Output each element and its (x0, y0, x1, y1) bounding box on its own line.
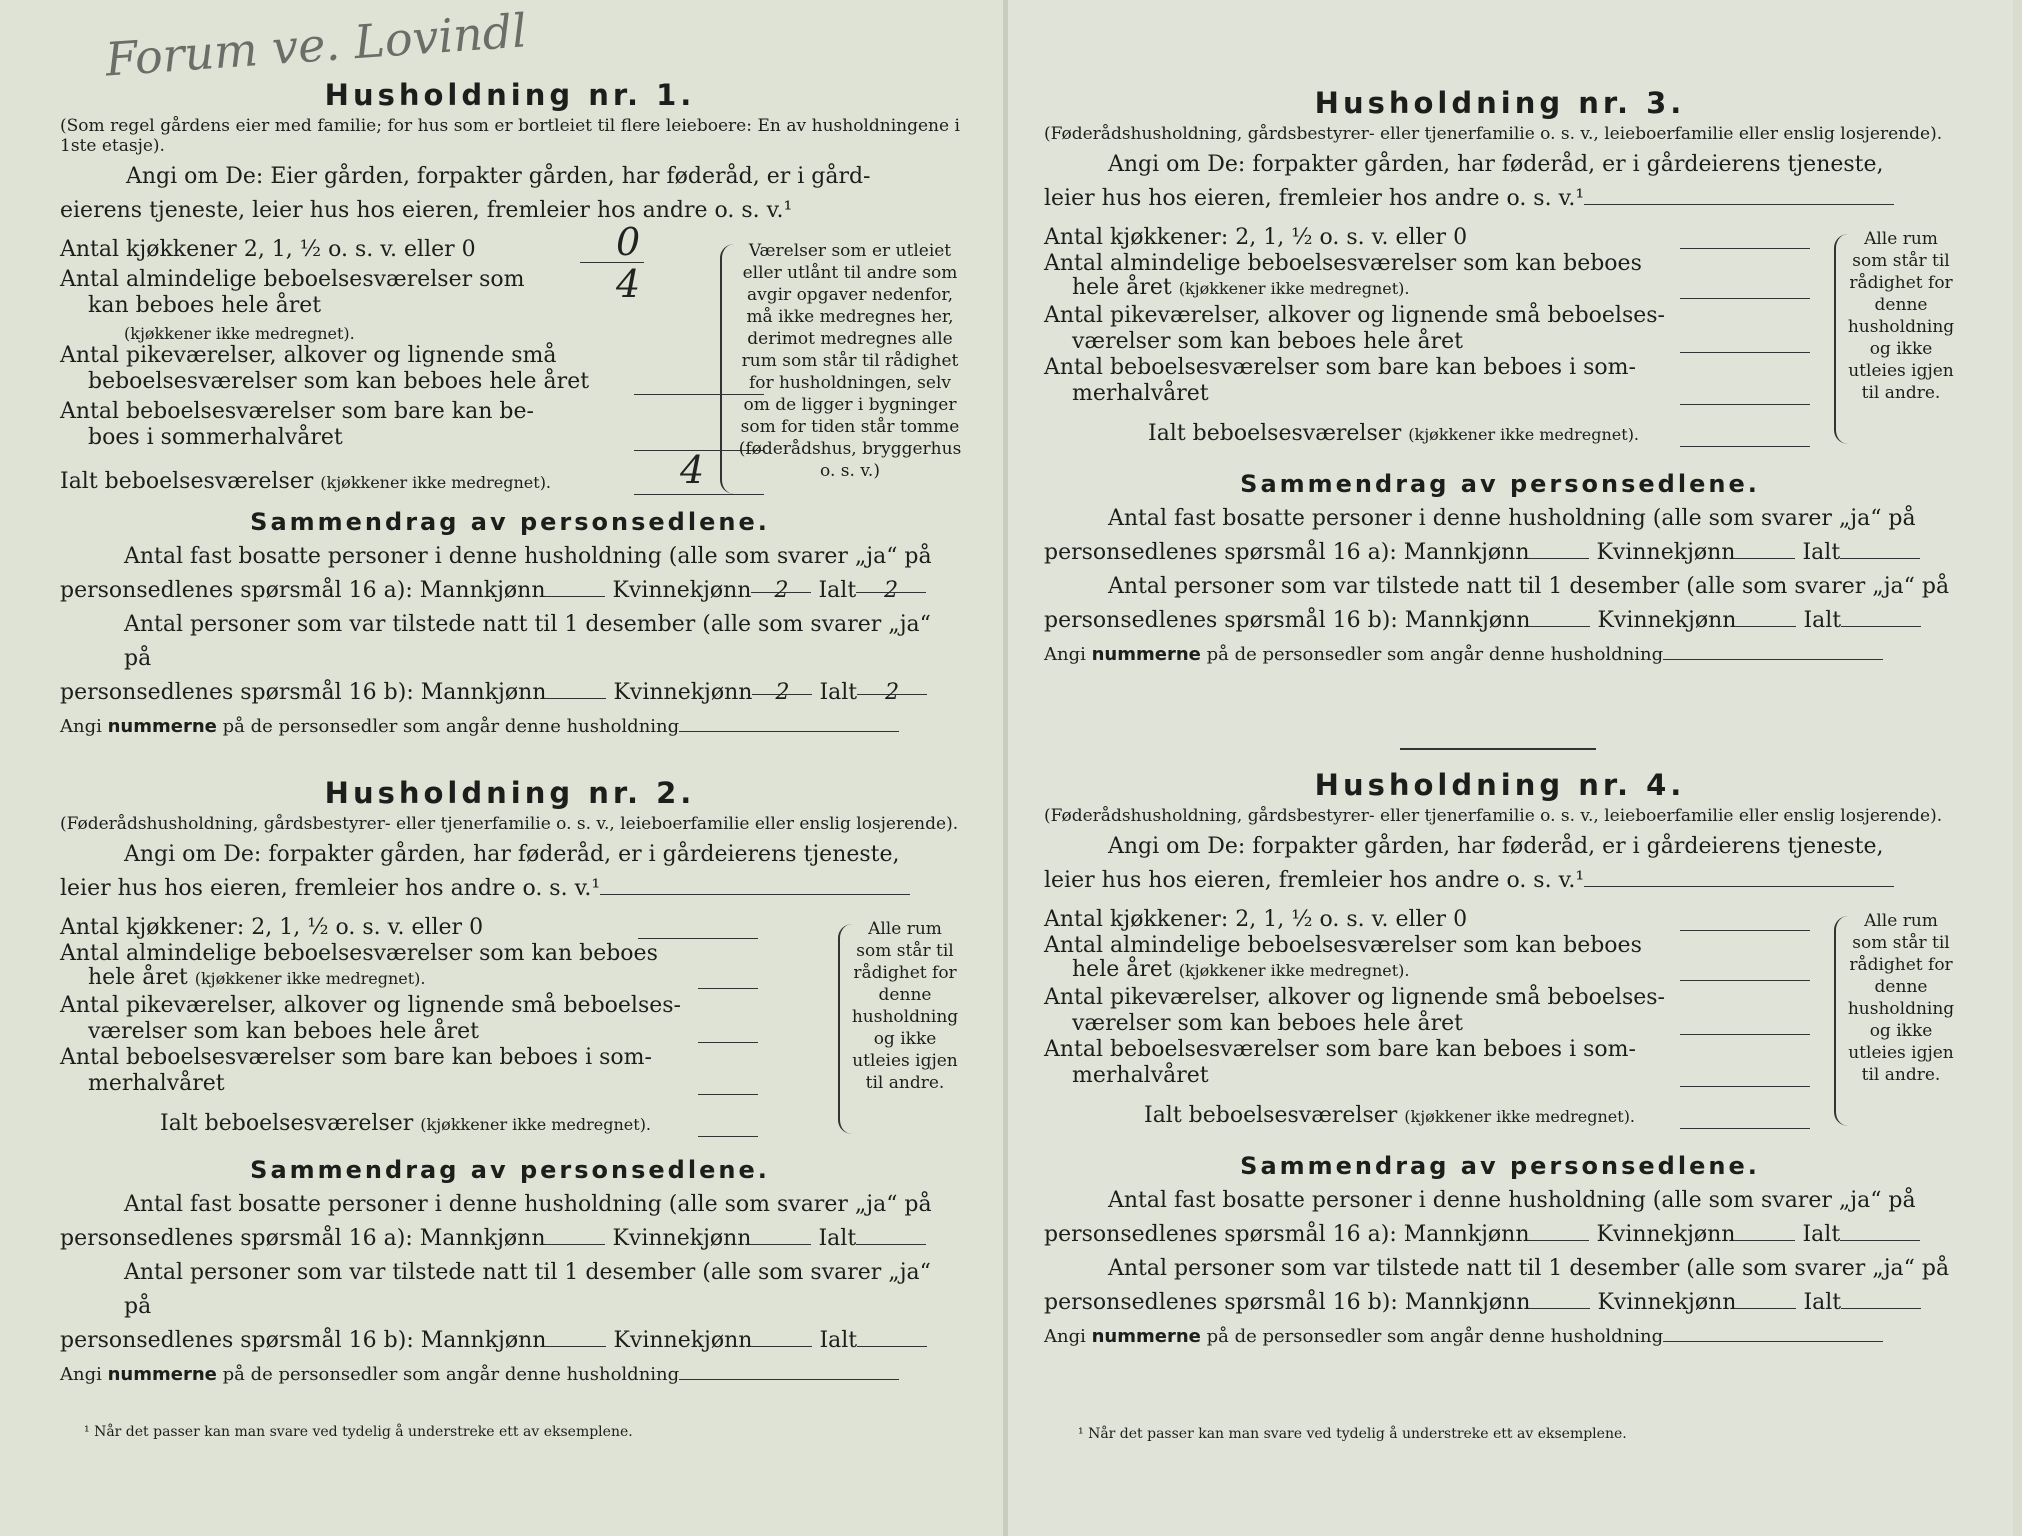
household-4-angi-1: Angi om De: forpakter gården, har føderåd, er i gårdeierens tjeneste, (1108, 834, 1884, 859)
household-3-note: (Føderådshusholdning, gårdsbestyrer- eller tjenerfamilie o. s. v., leieboerfamilie eller enslig losjerende). (1044, 124, 1943, 144)
h4-fast-1: Antal fast bosatte personer i denne husholdning (alle som svarer „ja“ på (1108, 1188, 1916, 1213)
h2-pike-2: værelser som kan beboes hele året (88, 1019, 479, 1044)
left-page (0, 0, 1005, 1536)
h1-pike-2: beboelsesværelser som kan beboes hele året (88, 369, 590, 394)
h3-tilst-2: personsedlenes spørsmål 16 b): Mannkjønn Kvinnekjønn Ialt (1044, 604, 1956, 638)
household-2: Husholdning nr. 2. (Føderådshusholdning, gårdsbestyrer- eller tjenerfamilie o. s. v., leieboerfamilie eller enslig losjerende). Angi om De: forpakter gården, har føderåd, er i gårdeierens tjeneste, leier hus hos eieren, fremleier hos andre o. s. v.¹ Antal kjøkkener: 2, 1, ½ o. s. v. eller 0 Antal almindelige beboelsesværelser som kan beboes hele året (kjøkkener ikke medregnet). Antal pikeværelser, alkover og lignende små beboelses- værelser som kan beboes hele året Antal beboelsesværelser som bare kan beboes i som- merhalvåret Ialt beboelsesværelser (kjøkkener ikke medregnet). Alle rum som står til rådighet for denne husholdning og ikke utleies igjen til andre. Sammendrag av personsedlene. Antal fast bosatte personer i denne husholdning (alle som svarer „ja“ på personsedlenes spørsmål 16 a): Mannkjønn Kvinnekjønn Ialt Antal personer som var tilstede natt til 1 desember (alle som svarer „ja“ på personsedlenes spørsmål 16 b): Mannkjønn Kvinnekjønn Ialt Angi nummerne på de personsedler som angår denne husholdning (60, 776, 960, 1392)
h3-tilst-1: Antal personer som var tilstede natt til 1 desember (alle som svarer „ja“ på (1108, 574, 1950, 599)
h4-sommer-1: Antal beboelsesværelser som bare kan beboes i som- (1044, 1037, 1636, 1062)
h2-fast-1: Antal fast bosatte personer i denne husholdning (alle som svarer „ja“ på (124, 1192, 932, 1217)
h4-tilst-2: personsedlenes spørsmål 16 b): Mannkjønn Kvinnekjønn Ialt (1044, 1286, 1956, 1320)
h1-fast-2: personsedlenes spørsmål 16 a): Mannkjønn Kvinnekjønn 2 Ialt 2 (60, 574, 960, 608)
h4-pike-2: værelser som kan beboes hele året (1072, 1011, 1463, 1036)
h4-summary-title: Sammendrag av personsedlene. (1240, 1152, 1760, 1180)
h2-tilst-1: Antal personer som var tilstede natt til 1 desember (alle som svarer „ja“ på (124, 1260, 931, 1319)
household-4: Husholdning nr. 4. (Føderådshusholdning, gårdsbestyrer- eller tjenerfamilie o. s. v., leieboerfamilie eller enslig losjerende). Angi om De: forpakter gården, har føderåd, er i gårdeierens tjeneste, leier hus hos eieren, fremleier hos andre o. s. v.¹ Antal kjøkkener: 2, 1, ½ o. s. v. eller 0 Antal almindelige beboelsesværelser som kan beboes hele året (kjøkkener ikke medregnet). Antal pikeværelser, alkover og lignende små beboelses- værelser som kan beboes hele året Antal beboelsesværelser som bare kan beboes i som- merhalvåret Ialt beboelsesværelser (kjøkkener ikke medregnet). Alle rum som står til rådighet for denne husholdning og ikke utleies igjen til andre. Sammendrag av personsedlene. Antal fast bosatte personer i denne husholdning (alle som svarer „ja“ på personsedlenes spørsmål 16 a): Mannkjønn Kvinnekjønn Ialt Antal personer som var tilstede natt til 1 desember (alle som svarer „ja“ på personsedlenes spørsmål 16 b): Mannkjønn Kvinnekjønn Ialt Angi nummerne på de personsedler som angår denne husholdning (1044, 768, 1956, 1354)
h1-summary-title: Sammendrag av personsedlene. (250, 508, 770, 536)
household-4-note: (Føderådshusholdning, gårdsbestyrer- eller tjenerfamilie o. s. v., leieboerfamilie eller enslig losjerende). (1044, 806, 1943, 826)
h1-sommer-1: Antal beboelsesværelser som bare kan be- (60, 399, 534, 424)
h3-fast-1: Antal fast bosatte personer i denne husholdning (alle som svarer „ja“ på (1108, 506, 1916, 531)
h2-ialt-label: Ialt beboelsesværelser (160, 1111, 414, 1136)
household-4-title: Husholdning nr. 4. (1314, 768, 1686, 802)
h1-alm-1: Antal almindelige beboelsesværelser som (60, 267, 525, 292)
h2-tilst-2: personsedlenes spørsmål 16 b): Mannkjønn Kvinnekjønn Ialt (60, 1324, 960, 1358)
h4-sommer-2: merhalvåret (1072, 1063, 1209, 1088)
right-footnote: ¹ Når det passer kan man svare ved tydelig å understreke ett av eksemplene. (1078, 1426, 1627, 1442)
h1-ialt-value: 4 (680, 448, 705, 492)
h1-brace-note: Værelser som er utleiet eller utlånt til andre som avgir opgaver nedenfor, må ikke medregnes her, derimot medregnes alle rum som står til rådighet for husholdningen, selv om de ligger i bygninger som for tiden står tomme (føderådshus, bryggerhus o. s. v.) (738, 241, 962, 481)
h3-kjokkener-label: Antal kjøkkener: 2, 1, ½ o. s. v. eller 0 (1044, 225, 1468, 250)
h4-pike-1: Antal pikeværelser, alkover og lignende små beboelses- (1044, 985, 1665, 1010)
h1-tilst-1: Antal personer som var tilstede natt til 1 desember (alle som svarer „ja“ på (124, 612, 931, 671)
h2-nummer: Angi nummerne på de personsedler som angår denne husholdning (60, 1358, 960, 1392)
h1-pike-1: Antal pikeværelser, alkover og lignende små (60, 343, 557, 368)
h1-kjokkener-value: 0 (616, 220, 641, 264)
h4-nummer: Angi nummerne på de personsedler som angår denne husholdning (1044, 1320, 1956, 1354)
h1-alm-value: 4 (616, 262, 641, 306)
household-1 (60, 78, 960, 744)
h1-ialt-note: (kjøkkener ikke medregnet). (320, 473, 552, 492)
household-3: Husholdning nr. 3. (Føderådshusholdning, gårdsbestyrer- eller tjenerfamilie o. s. v., leieboerfamilie eller enslig losjerende). Angi om De: forpakter gården, har føderåd, er i gårdeierens tjeneste, leier hus hos eieren, fremleier hos andre o. s. v.¹ Antal kjøkkener: 2, 1, ½ o. s. v. eller 0 Antal almindelige beboelsesværelser som kan beboes hele året (kjøkkener ikke medregnet). Antal pikeværelser, alkover og lignende små beboelses- værelser som kan beboes hele året Antal beboelsesværelser som bare kan beboes i som- merhalvåret Ialt beboelsesværelser (kjøkkener ikke medregnet). Alle rum som står til rådighet for denne husholdning og ikke utleies igjen til andre. Sammendrag av personsedlene. Antal fast bosatte personer i denne husholdning (alle som svarer „ja“ på personsedlenes spørsmål 16 a): Mannkjønn Kvinnekjønn Ialt Antal personer som var tilstede natt til 1 desember (alle som svarer „ja“ på personsedlenes spørsmål 16 b): Mannkjønn Kvinnekjønn Ialt Angi nummerne på de personsedler som angår denne husholdning (1044, 86, 1956, 672)
left-footnote: ¹ Når det passer kan man svare ved tydelig å understreke ett av eksemplene. (84, 1424, 633, 1440)
h4-alm-1: Antal almindelige beboelsesværelser som kan beboes (1044, 933, 1642, 958)
h4-tilst-1: Antal personer som var tilstede natt til 1 desember (alle som svarer „ja“ på (1108, 1256, 1950, 1281)
h4-kjokkener-label: Antal kjøkkener: 2, 1, ½ o. s. v. eller 0 (1044, 907, 1468, 932)
household-4-angi-2: leier hus hos eieren, fremleier hos andre o. s. v.¹ (1044, 864, 1956, 898)
household-1-angi-1: Angi om De: Eier gården, forpakter gården, har føderåd, er i gård- (126, 164, 871, 189)
h2-sommer-1: Antal beboelsesværelser som bare kan beboes i som- (60, 1045, 652, 1070)
h2-fast-2: personsedlenes spørsmål 16 a): Mannkjønn Kvinnekjønn Ialt (60, 1222, 960, 1256)
h3-brace-note: Alle rum som står til rådighet for denne husholdning og ikke utleies igjen til andre. (1847, 229, 1955, 403)
h4-brace-note: Alle rum som står til rådighet for denne husholdning og ikke utleies igjen til andre. (1847, 911, 1955, 1085)
h1-alm-3: (kjøkkener ikke medregnet). (124, 324, 355, 343)
h1-fast-1: Antal fast bosatte personer i denne husholdning (alle som svarer „ja“ på (124, 544, 932, 569)
h3-pike-2: værelser som kan beboes hele året (1072, 329, 1463, 354)
h3-nummer: Angi nummerne på de personsedler som angår denne husholdning (1044, 638, 1956, 672)
household-2-angi-2: leier hus hos eieren, fremleier hos andre o. s. v.¹ (60, 872, 960, 906)
h1-alm-2: kan beboes hele året (88, 293, 322, 318)
h3-fast-2: personsedlenes spørsmål 16 a): Mannkjønn Kvinnekjønn Ialt (1044, 536, 1956, 570)
household-1-title: Husholdning nr. 1. (324, 78, 696, 112)
household-3-angi-2: leier hus hos eieren, fremleier hos andre o. s. v.¹ (1044, 182, 1956, 216)
handwritten-header: Forum ve. Lovindl (103, 3, 529, 87)
h3-pike-1: Antal pikeværelser, alkover og lignende små beboelses- (1044, 303, 1665, 328)
h1-sommer-2: boes i sommerhalvåret (88, 425, 343, 450)
h3-sommer-2: merhalvåret (1072, 381, 1209, 406)
h1-kjokkener-label: Antal kjøkkener 2, 1, ½ o. s. v. eller 0 (60, 237, 476, 262)
household-2-title: Husholdning nr. 2. (324, 776, 696, 810)
h1-nummer: Angi nummerne på de personsedler som angår denne husholdning (60, 710, 960, 744)
h4-ialt-label: Ialt beboelsesværelser (1144, 1103, 1398, 1128)
h1-tilst-2: personsedlenes spørsmål 16 b): Mannkjønn Kvinnekjønn 2 Ialt 2 (60, 676, 960, 710)
h2-sommer-2: merhalvåret (88, 1071, 225, 1096)
h2-alm-1: Antal almindelige beboelsesværelser som kan beboes (60, 941, 658, 966)
h4-fast-2: personsedlenes spørsmål 16 a): Mannkjønn Kvinnekjønn Ialt (1044, 1218, 1956, 1252)
h3-ialt-label: Ialt beboelsesværelser (1148, 421, 1402, 446)
h3-summary-title: Sammendrag av personsedlene. (1240, 470, 1760, 498)
household-1-note: (Som regel gårdens eier med familie; for hus som er bortleiet til flere leieboere: En av husholdningene i 1ste etasje). (60, 116, 960, 156)
h1-ialt-label: Ialt beboelsesværelser (60, 469, 314, 494)
household-2-angi-1: Angi om De: forpakter gården, har føderåd, er i gårdeierens tjeneste, (124, 842, 900, 867)
household-3-angi-1: Angi om De: forpakter gården, har føderåd, er i gårdeierens tjeneste, (1108, 152, 1884, 177)
h3-sommer-1: Antal beboelsesværelser som bare kan beboes i som- (1044, 355, 1636, 380)
h2-kjokkener-label: Antal kjøkkener: 2, 1, ½ o. s. v. eller 0 (60, 915, 484, 940)
separator (1400, 748, 1596, 750)
h1-ialt-line (634, 494, 764, 495)
h2-pike-1: Antal pikeværelser, alkover og lignende små beboelses- (60, 993, 681, 1018)
right-page (1008, 0, 2013, 1536)
household-1-angi-2: eierens tjeneste, leier hus hos eieren, fremleier hos andre o. s. v.¹ (60, 198, 793, 223)
household-3-title: Husholdning nr. 3. (1314, 86, 1686, 120)
h3-alm-1: Antal almindelige beboelsesværelser som kan beboes (1044, 251, 1642, 276)
h2-brace-note: Alle rum som står til rådighet for denne husholdning og ikke utleies igjen til andre. (851, 919, 959, 1093)
h2-summary-title: Sammendrag av personsedlene. (250, 1156, 770, 1184)
household-2-note: (Føderådshusholdning, gårdsbestyrer- eller tjenerfamilie o. s. v., leieboerfamilie eller enslig losjerende). (60, 814, 959, 834)
